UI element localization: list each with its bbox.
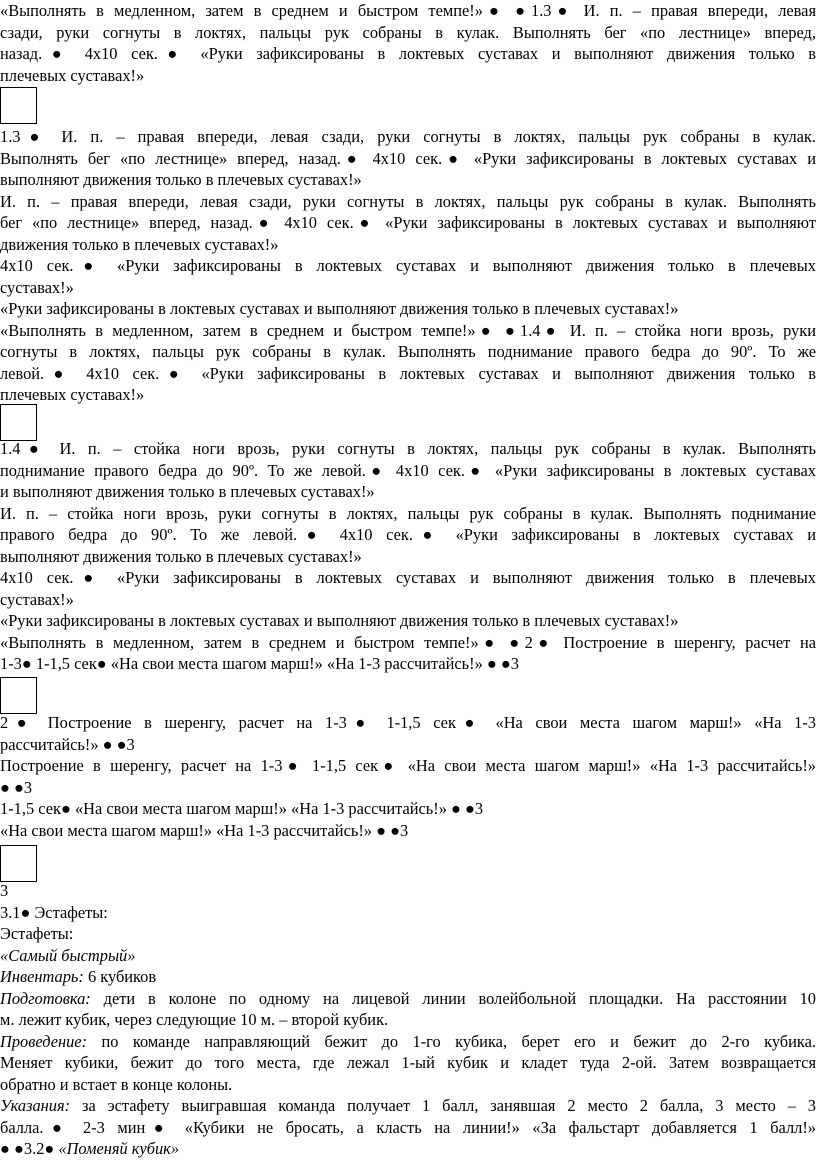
text-line: рассчитайсь!» ● ●3 — [0, 734, 135, 754]
text-line: выполняют движения только в плечевых суставах!» — [0, 546, 362, 566]
text-line: Выполнять бег «по лестнице» вперед, назад.● 4х10 сек.● «Руки зафиксированы в локтевых суставах и — [0, 148, 816, 168]
empty-box — [0, 87, 37, 124]
empty-box — [0, 845, 37, 882]
text-line: и выполняют движения только в плечевых суставах!» — [0, 482, 375, 501]
text-line: 1.4● И. п. – стойка ноги врозь, руки согнуты в локтях, пальцы рук собраны в кулак. Выполнять — [0, 439, 816, 458]
text-line: 4х10 сек.● «Руки зафиксированы в локтевых суставах и выполняют движения только в плечевых — [0, 256, 816, 275]
text-line: 1-3● 1-1,5 сек● «На свои места шагом марш!» «На 1-3 рассчитайсь!» ● ●3 — [0, 654, 519, 673]
relay-title: «Поменяй кубик» — [58, 1139, 180, 1158]
text-line: И. п. – правая впереди, левая сзади, руки согнуты в локтях, пальцы рук собраны в кулак. Выполнять — [0, 191, 816, 211]
paragraph-1-4 — [0, 438, 816, 675]
text-line: м. лежит кубик, через следующие 10 м. – второй кубик. — [0, 1010, 389, 1029]
text-line: назад.● 4х10 сек.● «Руки зафиксированы в локтевых суставах и выполняют движения только в — [0, 44, 816, 63]
text-line: «Выполнять в медленном, затем в среднем и быстром темпе!»● ●2● Построение в шеренгу, расчет на — [0, 632, 816, 652]
text-line: поднимание правого бедра до 90º. То же левой.● 4х10 сек.● «Руки зафиксированы в локтевых суставах — [0, 460, 816, 480]
text-line: 3.1● Эстафеты: — [0, 902, 108, 922]
text-line: ● ●3 — [0, 777, 33, 797]
text-line: 1-1,5 сек● «На свои места шагом марш!» «На 1-3 рассчитайсь!» ● ●3 — [0, 799, 484, 818]
text-line: Подготовка: дети в колоне по одному на лицевой линии волейбольной площадки. На расстоянии 10 — [0, 988, 816, 1008]
paragraph-3-relays — [0, 880, 816, 1160]
text-line: суставах!» — [0, 589, 74, 609]
text-line: 1.3● И. п. – правая впереди, левая сзади, руки согнуты в локтях, пальцы рук собраны в кулак. — [0, 127, 816, 146]
instructions-label: Указания: — [0, 1096, 71, 1115]
text-line: плечевых суставах!» — [0, 65, 145, 85]
text-line: Указания: за эстафету выигравшая команда получает 1 балл, занявшая 2 место 2 балла, 3 место – 3 — [0, 1096, 816, 1115]
text-line: бег «по лестнице» вперед, назад.● 4х10 сек.● «Руки зафиксированы в локтевых суставах и выполняют — [0, 213, 816, 232]
text-line: 3 — [0, 881, 9, 900]
text-line: плечевых суставах!» — [0, 385, 145, 404]
procedure-label: Проведение: — [0, 1031, 88, 1051]
text-line: левой.● 4х10 сек.● «Руки зафиксированы в локтевых суставах и выполняют движения только в — [0, 363, 816, 383]
text-line: выполняют движения только в плечевых суставах!» — [0, 170, 362, 189]
text-line: 4х10 сек.● «Руки зафиксированы в локтевых суставах и выполняют движения только в плечевых — [0, 568, 816, 587]
text-line: 2● Построение в шеренгу, расчет на 1-3● 1-1,5 сек● «На свои места шагом марш!» «На 1-3 — [0, 713, 816, 732]
paragraph-1-3 — [0, 126, 816, 406]
preparation-label: Подготовка: — [0, 988, 91, 1008]
text-line: Инвентарь: 6 кубиков — [0, 967, 157, 986]
empty-box — [0, 677, 37, 714]
text-line: балла.● 2-3 мин● «Кубики не бросать, а класть на линии!» «За фальстарт добавляется 1 балл!» — [0, 1117, 816, 1137]
text-line: суставах!» — [0, 277, 74, 297]
text-line: «Руки зафиксированы в локтевых суставах и выполняют движения только в плечевых суставах!» — [0, 611, 679, 630]
text-line: движения только в плечевых суставах!» — [0, 234, 279, 254]
empty-box — [0, 404, 37, 441]
text-line: сзади, руки согнуты в локтях, пальцы рук собраны в кулак. Выполнять бег «по лестнице» вперед, — [0, 22, 816, 42]
text-line: «Руки зафиксированы в локтевых суставах и выполняют движения только в плечевых суставах!» — [0, 299, 679, 318]
text-line: обратно и встает в конце колоны. — [0, 1074, 233, 1094]
text-line: «Выполнять в медленном, затем в среднем и быстром темпе!»● ●1.4● И. п. – стойка ноги врозь, руки — [0, 320, 816, 340]
text-line: ● ●3.2● «Поменяй кубик» — [0, 1139, 180, 1158]
text-line: Эстафеты: — [0, 924, 74, 943]
text-line: согнуты в локтях, пальцы рук собраны в кулак. Выполнять поднимание правого бедра до 90º. То же — [0, 342, 816, 361]
equipment-label: Инвентарь: — [0, 967, 84, 986]
paragraph-tempo-1-3 — [0, 0, 816, 86]
text-line: «На свои места шагом марш!» «На 1-3 рассчитайсь!» ● ●3 — [0, 820, 409, 840]
text-line: «Выполнять в медленном, затем в среднем и быстром темпе!»● ●1.3● И. п. – правая впереди, левая — [0, 1, 816, 20]
text-line: И. п. – стойка ноги врозь, руки согнуты в локтях, пальцы рук собраны в кулак. Выполнять поднимание — [0, 503, 816, 523]
text-line: Построение в шеренгу, расчет на 1-3● 1-1,5 сек● «На свои места шагом марш!» «На 1-3 рассчитайсь!» — [0, 756, 816, 775]
relay-title: «Самый быстрый» — [0, 945, 136, 965]
text-line: правого бедра до 90º. То же левой.● 4х10 сек.● «Руки зафиксированы в локтевых суставах и — [0, 525, 816, 544]
text-line: Проведение: по команде направляющий бежит до 1-го кубика, берет его и бежит до 2-го кубика. — [0, 1031, 816, 1051]
text-line: Меняет кубики, бежит до того места, где лежал 1-ый кубик и кладет туда 2-ой. Затем возвращается — [0, 1053, 816, 1072]
paragraph-2 — [0, 712, 816, 841]
